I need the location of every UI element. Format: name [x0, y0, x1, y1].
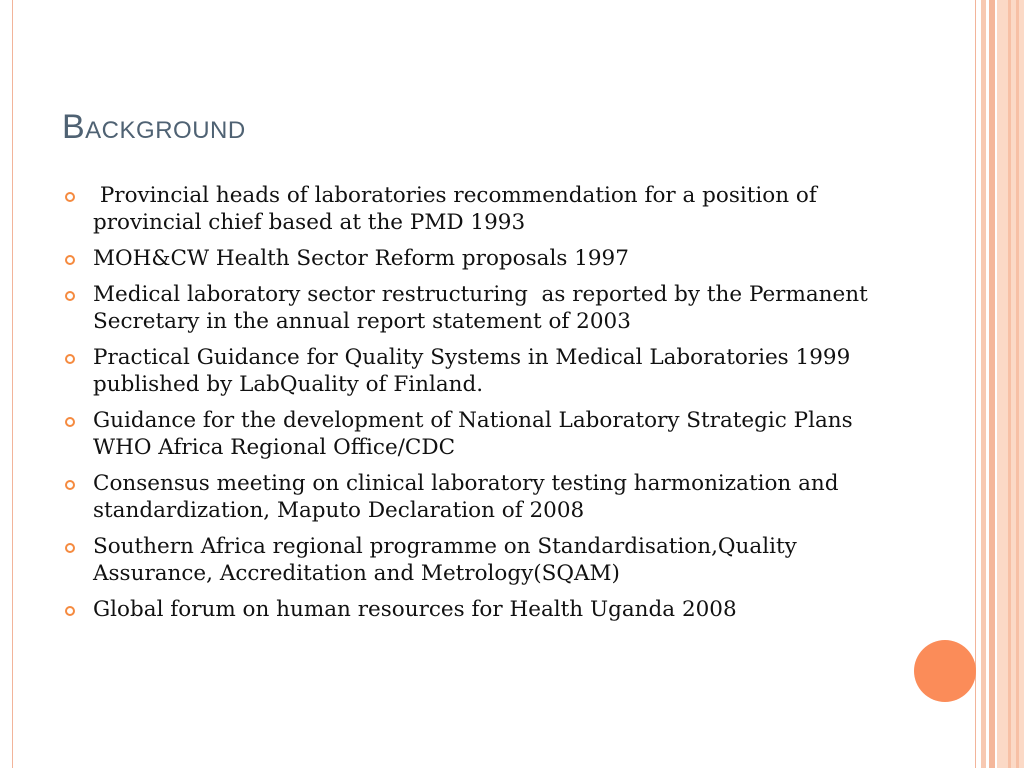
decorative-stripe	[1016, 0, 1019, 768]
bullet-text: Guidance for the development of National Laboratory Strategic Plans WHO Africa Regional Office/CDC	[93, 408, 853, 460]
bullet-list	[62, 182, 892, 632]
decorative-stripe	[981, 0, 986, 768]
bullet-item	[62, 470, 892, 524]
circle-bullet-icon	[65, 192, 75, 202]
bullet-item	[62, 344, 892, 398]
decorative-circle	[914, 640, 976, 702]
bullet-text: Provincial heads of laboratories recommendation for a position of provincial chief based at the PMD 1993	[93, 183, 824, 235]
circle-bullet-icon	[65, 291, 75, 301]
bullet-text: MOH&CW Health Sector Reform proposals 1997	[93, 246, 629, 271]
circle-bullet-icon	[65, 543, 75, 553]
decorative-stripe	[1008, 0, 1011, 768]
decorative-stripe	[989, 0, 995, 768]
slide-title: Background	[62, 108, 246, 146]
bullet-item	[62, 281, 892, 335]
circle-bullet-icon	[65, 354, 75, 364]
circle-bullet-icon	[65, 255, 75, 265]
bullet-text: Southern Africa regional programme on Standardisation,Quality Assurance, Accreditation and Metrology(SQAM)	[93, 534, 797, 586]
bullet-text: Consensus meeting on clinical laboratory testing harmonization and standardization, Maputo Declaration of 2008	[93, 471, 839, 523]
circle-bullet-icon	[65, 480, 75, 490]
bullet-item	[62, 245, 892, 272]
bullet-item	[62, 407, 892, 461]
bullet-item	[62, 182, 892, 236]
circle-bullet-icon	[65, 606, 75, 616]
bullet-text: Global forum on human resources for Health Uganda 2008	[93, 597, 737, 622]
bullet-text: Medical laboratory sector restructuring as reported by the Permanent Secretary in the annual report statement of 2003	[93, 282, 875, 334]
bullet-item	[62, 533, 892, 587]
circle-bullet-icon	[65, 417, 75, 427]
bullet-item	[62, 596, 892, 623]
bullet-text: Practical Guidance for Quality Systems in Medical Laboratories 1999 published by LabQuality of Finland.	[93, 345, 851, 397]
